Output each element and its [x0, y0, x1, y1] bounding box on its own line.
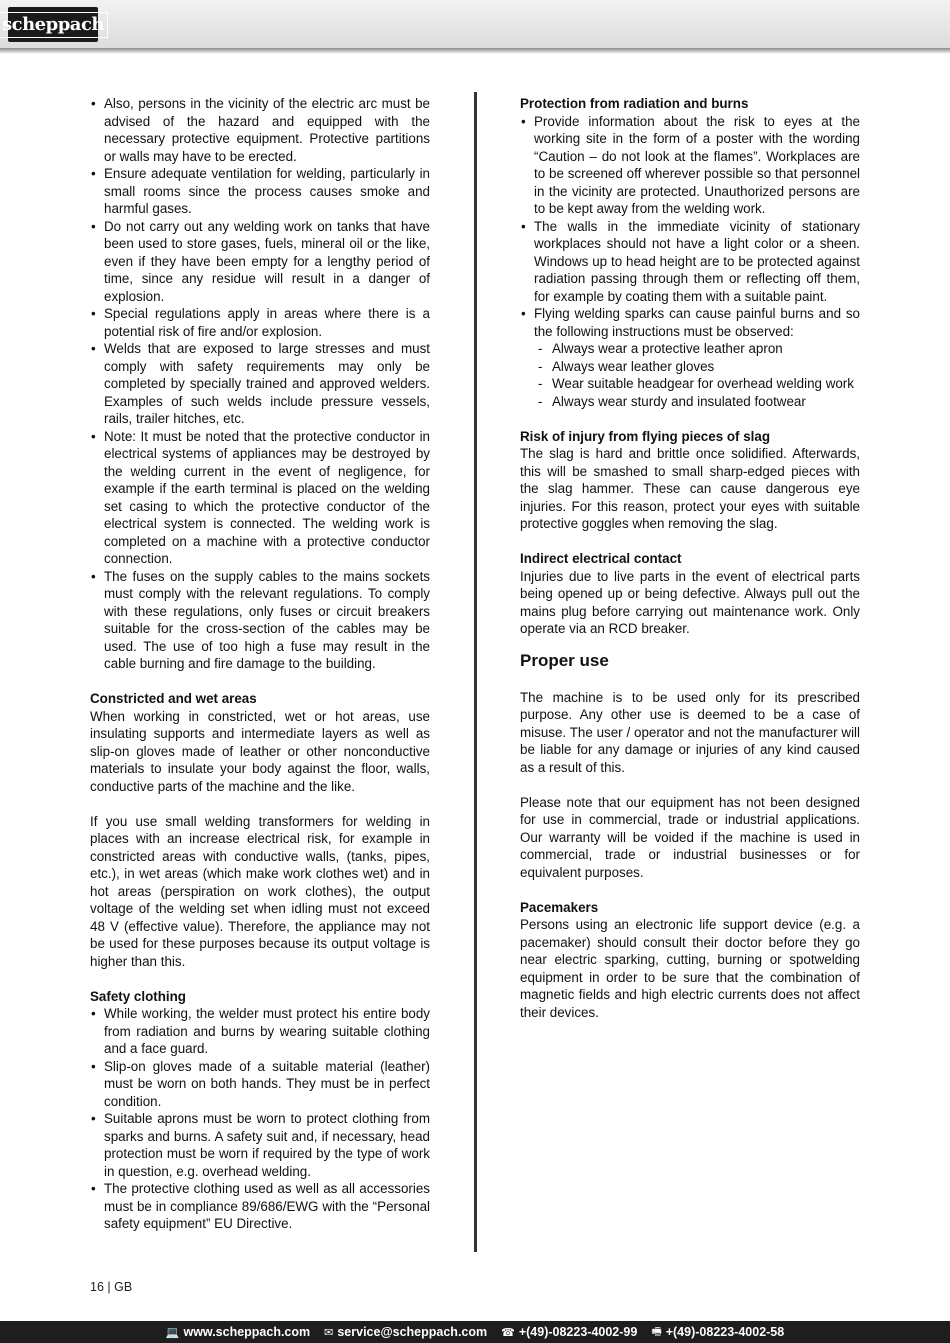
right-column — [520, 95, 860, 1021]
section-heading-pacemakers: Pacemakers — [520, 899, 599, 915]
list-item: • Ensure adequate ventilation for welding, particularly in small rooms since the process causes smoke and harmful gases. — [90, 165, 430, 218]
radiation-bullet-list — [520, 113, 860, 341]
phone-icon: ☎ — [501, 1326, 515, 1339]
website-link[interactable]: www.scheppach.com — [183, 1325, 311, 1339]
footer-bar — [0, 1321, 950, 1343]
section-heading-indirect-contact: Indirect electrical contact — [520, 551, 682, 566]
fax-number: +(49)-08223-4002-58 — [665, 1325, 785, 1339]
list-item: - Wear suitable headgear for overhead welding work — [538, 375, 860, 393]
list-item: • The protective clothing used as well as all accessories must be in compliance 89/686/EWG with the “Personal safety equipment” EU Directive. — [90, 1180, 430, 1233]
list-item: • Provide information about the risk to eyes at the working site in the form of a poster with the wording “Caution – do not look at the flames”. Workplaces are to be screened off wherever possible so that personnel in the vicinity are protected. Unauthorized persons are to be kept away from the welding work. — [520, 113, 860, 218]
list-item: - Always wear leather gloves — [538, 358, 860, 376]
email-link[interactable]: service@scheppach.com — [337, 1325, 488, 1339]
footer-fax — [651, 1323, 784, 1342]
list-item: • While working, the welder must protect his entire body from radiation and burns by wearing suitable clothing and a face guard. — [90, 1005, 430, 1058]
section-heading-proper-use: Proper use — [520, 650, 609, 670]
list-item: • Flying welding sparks can cause painful burns and so the following instructions must be observed: — [520, 305, 860, 340]
intro-bullet-list — [90, 95, 430, 673]
list-item: • The walls in the immediate vicinity of stationary workplaces should not have a light color or a sheen. Windows up to head height are to be protected against radiation passing through them or reflecting off them, for example by coating them with a suitable paint. — [520, 218, 860, 306]
header-bar — [0, 0, 950, 48]
paragraph: The slag is hard and brittle once solidified. Afterwards, this will be smashed to small sharp-edged pieces with the slag hammer. These can cause dangerous eye injuries. For this reason, protect your eyes with suitable protective goggles when removing the slag. — [520, 446, 860, 531]
paragraph: When working in constricted, wet or hot areas, use insulating supports and intermediate layers as well as slip-on gloves made of leather or other nonconductive materials to insulate your body against the floor, walls, conductive parts of the machine and the like. — [90, 708, 430, 794]
list-item: - Always wear a protective leather apron — [538, 340, 860, 358]
header-shadow — [0, 48, 950, 54]
computer-icon: 💻 — [165, 1326, 180, 1339]
paragraph: The machine is to be used only for its prescribed purpose. Any other use is deemed to be a case of misuse. The user / operator and not the manufacturer will be liable for any damage or injuries of any kind caused as a result of this. — [520, 689, 860, 775]
envelope-icon: ✉ — [324, 1326, 334, 1339]
list-item: • Note: It must be noted that the protective conductor in electrical systems of appliances may be destroyed by the welding current in the event of negligence, for example if the earth terminal is placed on the welding set casing to which the protective conductor of the electrical system is connected. The welding work is completed on a machine with a protective conductor connection. — [90, 428, 430, 568]
list-item: • Also, persons in the vicinity of the electric arc must be advised of the hazard and equipped with the necessary protective equipment. Protective partitions or walls may have to be erected. — [90, 95, 430, 165]
column-divider — [474, 92, 477, 1252]
footer-email[interactable] — [324, 1325, 487, 1339]
footer-website[interactable] — [166, 1325, 310, 1339]
list-item: • Do not carry out any welding work on tanks that have been used to store gases, fuels, mineral oil or the like, even if they have been empty for a lengthy period of time, since any residue will result in a danger of explosion. — [90, 218, 430, 306]
left-column — [90, 95, 430, 1233]
section-heading-radiation: Protection from radiation and burns — [520, 96, 749, 111]
page-number: 16 | GB — [90, 1280, 133, 1294]
list-item: • Slip-on gloves made of a suitable material (leather) must be worn on both hands. They must be in perfect condition. — [90, 1058, 430, 1111]
phone-number: +(49)-08223-4002-99 — [518, 1325, 638, 1339]
list-item: • Special regulations apply in areas where there is a potential risk of fire and/or explosion. — [90, 305, 430, 340]
list-item: • Welds that are exposed to large stresses and must comply with safety requirements may only be completed by specially trained and approved welders. Examples of such welds include pressure vessels, rails, trailer hitches, etc. — [90, 340, 430, 428]
paragraph: Please note that our equipment has not been designed for use in commercial, trade or industrial applications. Our warranty will be voided if the machine is used in commercial, trade or industrial businesses or for equivalent purposes. — [520, 794, 860, 880]
brand-logo-text: scheppach — [0, 12, 108, 38]
sparks-dash-list — [520, 340, 860, 410]
clothing-bullet-list — [90, 1005, 430, 1233]
paragraph: If you use small welding transformers for welding in places with an increase electrical risk, for example in constricted areas with conductive walls, (tanks, pipes, etc.), in wet areas (which make work clothes wet) and in hot areas (perspiration on work clothes), the output voltage of the welding set when idling must not exceed 48 V (effective value). Therefore, the appliance may not be used for these purposes because its output voltage is higher than this. — [90, 813, 430, 969]
section-heading-slag: Risk of injury from flying pieces of slag — [520, 428, 771, 444]
fax-icon: 🖷 — [651, 1325, 662, 1338]
section-heading-safety-clothing: Safety clothing — [90, 988, 186, 1004]
list-item: • The fuses on the supply cables to the mains sockets must comply with the relevant regulations. To comply with these regulations, only fuses or circuit breakers suitable for the cross-section of the cables may be used. The use of too high a fuse may result in the cable burning and fire damage to the building. — [90, 568, 430, 673]
section-heading-constricted: Constricted and wet areas — [90, 691, 257, 706]
footer-phone — [501, 1325, 637, 1339]
paragraph: Persons using an electronic life support device (e.g. a pacemaker) should consult their doctor before they go near electric sparking, cutting, burning or spotwelding equipment in order to be sure that the combination of magnetic fields and high electric currents does not affect their devices. — [520, 917, 860, 1020]
list-item: • Suitable aprons must be worn to protect clothing from sparks and burns. A safety suit and, if necessary, head protection must be worn if required by the type of work in question, e.g. overhead welding. — [90, 1110, 430, 1180]
brand-logo[interactable] — [2, 7, 105, 42]
list-item: - Always wear sturdy and insulated footwear — [538, 393, 860, 411]
paragraph: Injuries due to live parts in the event of electrical parts being opened up or being defective. Always pull out the mains plug before carrying out maintenance work. Only operate via an RCD breaker. — [520, 568, 860, 636]
